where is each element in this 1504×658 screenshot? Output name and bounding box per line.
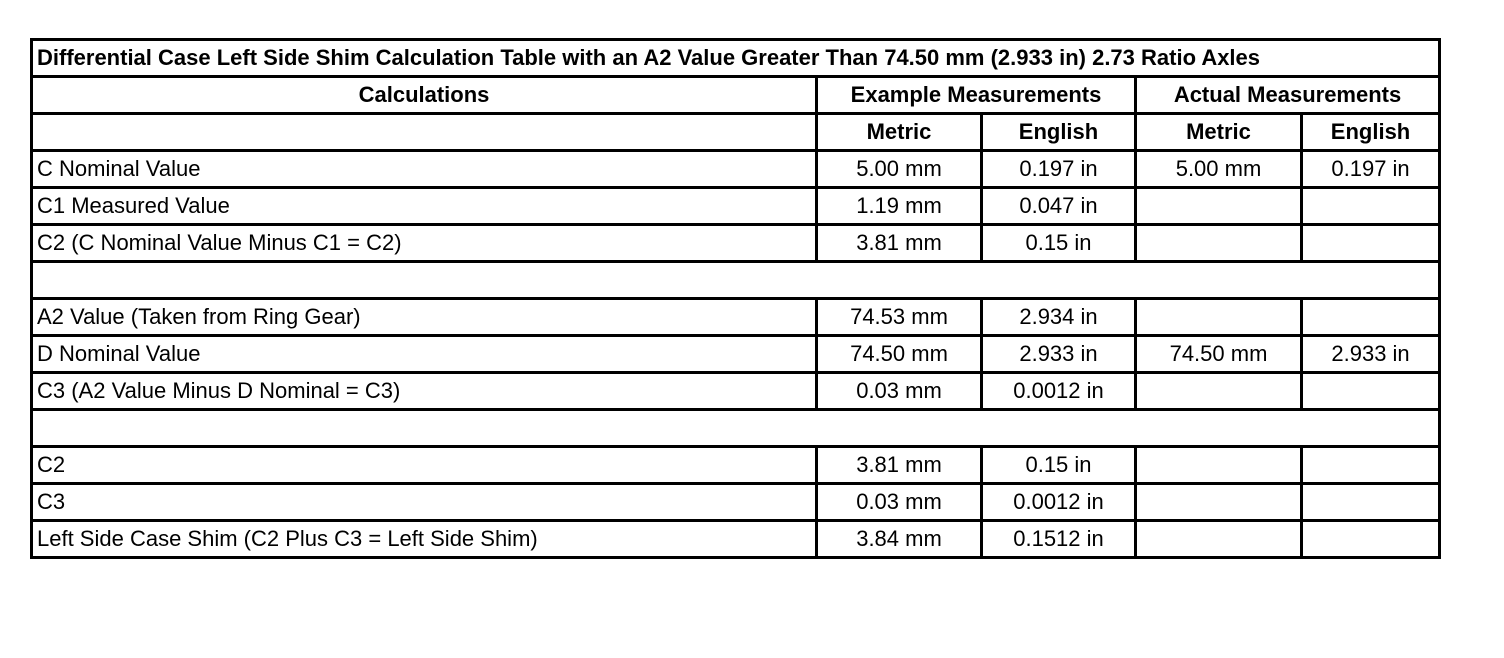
example-metric-cell: 0.03 mm — [817, 373, 982, 410]
row-label: C2 (C Nominal Value Minus C1 = C2) — [32, 225, 817, 262]
actual-english-cell — [1302, 225, 1440, 262]
row-label: D Nominal Value — [32, 336, 817, 373]
example-english-cell: 0.15 in — [982, 225, 1136, 262]
row-label: C3 — [32, 484, 817, 521]
actual-metric-cell — [1136, 521, 1302, 558]
spacer-row — [32, 262, 1440, 299]
spacer-row — [32, 410, 1440, 447]
row-label: C3 (A2 Value Minus D Nominal = C3) — [32, 373, 817, 410]
example-measurements-header: Example Measurements — [817, 77, 1136, 114]
table-row — [32, 484, 1440, 521]
example-metric-cell: 74.50 mm — [817, 336, 982, 373]
table-title: Differential Case Left Side Shim Calculation Table with an A2 Value Greater Than 74.50 mm (2.933 in) 2.73 Ratio Axles — [32, 40, 1440, 77]
example-english-cell: 2.934 in — [982, 299, 1136, 336]
table-row — [32, 336, 1440, 373]
actual-english-cell — [1302, 188, 1440, 225]
table-row — [32, 225, 1440, 262]
row-label: C2 — [32, 447, 817, 484]
example-english-cell: 0.1512 in — [982, 521, 1136, 558]
actual-metric-cell — [1136, 299, 1302, 336]
table-row — [32, 447, 1440, 484]
example-metric-header: Metric — [817, 114, 982, 151]
row-label: C Nominal Value — [32, 151, 817, 188]
example-english-cell: 0.15 in — [982, 447, 1136, 484]
actual-metric-cell — [1136, 188, 1302, 225]
table-row — [32, 521, 1440, 558]
subheader-empty — [32, 114, 817, 151]
actual-english-header: English — [1302, 114, 1440, 151]
row-label: C1 Measured Value — [32, 188, 817, 225]
actual-english-cell — [1302, 373, 1440, 410]
actual-english-cell — [1302, 447, 1440, 484]
example-english-cell: 0.047 in — [982, 188, 1136, 225]
example-english-cell: 0.0012 in — [982, 373, 1136, 410]
actual-english-cell — [1302, 484, 1440, 521]
title-row — [32, 40, 1440, 77]
example-metric-cell: 0.03 mm — [817, 484, 982, 521]
example-metric-cell: 1.19 mm — [817, 188, 982, 225]
actual-english-cell: 0.197 in — [1302, 151, 1440, 188]
example-metric-cell: 74.53 mm — [817, 299, 982, 336]
subheader-row — [32, 114, 1440, 151]
actual-metric-cell — [1136, 373, 1302, 410]
shim-calculation-table — [30, 38, 1441, 559]
table-row — [32, 299, 1440, 336]
example-metric-cell: 3.84 mm — [817, 521, 982, 558]
actual-metric-cell: 5.00 mm — [1136, 151, 1302, 188]
spacer-cell — [32, 262, 1440, 299]
example-english-header: English — [982, 114, 1136, 151]
actual-english-cell — [1302, 299, 1440, 336]
row-label: Left Side Case Shim (C2 Plus C3 = Left Side Shim) — [32, 521, 817, 558]
actual-metric-cell — [1136, 484, 1302, 521]
example-metric-cell: 3.81 mm — [817, 225, 982, 262]
header-row — [32, 77, 1440, 114]
actual-metric-header: Metric — [1136, 114, 1302, 151]
table-row — [32, 151, 1440, 188]
table-row — [32, 188, 1440, 225]
example-english-cell: 0.0012 in — [982, 484, 1136, 521]
example-metric-cell: 5.00 mm — [817, 151, 982, 188]
example-english-cell: 2.933 in — [982, 336, 1136, 373]
example-english-cell: 0.197 in — [982, 151, 1136, 188]
calculations-header: Calculations — [32, 77, 817, 114]
actual-measurements-header: Actual Measurements — [1136, 77, 1440, 114]
row-label: A2 Value (Taken from Ring Gear) — [32, 299, 817, 336]
actual-metric-cell — [1136, 225, 1302, 262]
actual-metric-cell — [1136, 447, 1302, 484]
table-row — [32, 373, 1440, 410]
spacer-cell — [32, 410, 1440, 447]
actual-english-cell: 2.933 in — [1302, 336, 1440, 373]
example-metric-cell: 3.81 mm — [817, 447, 982, 484]
actual-metric-cell: 74.50 mm — [1136, 336, 1302, 373]
actual-english-cell — [1302, 521, 1440, 558]
